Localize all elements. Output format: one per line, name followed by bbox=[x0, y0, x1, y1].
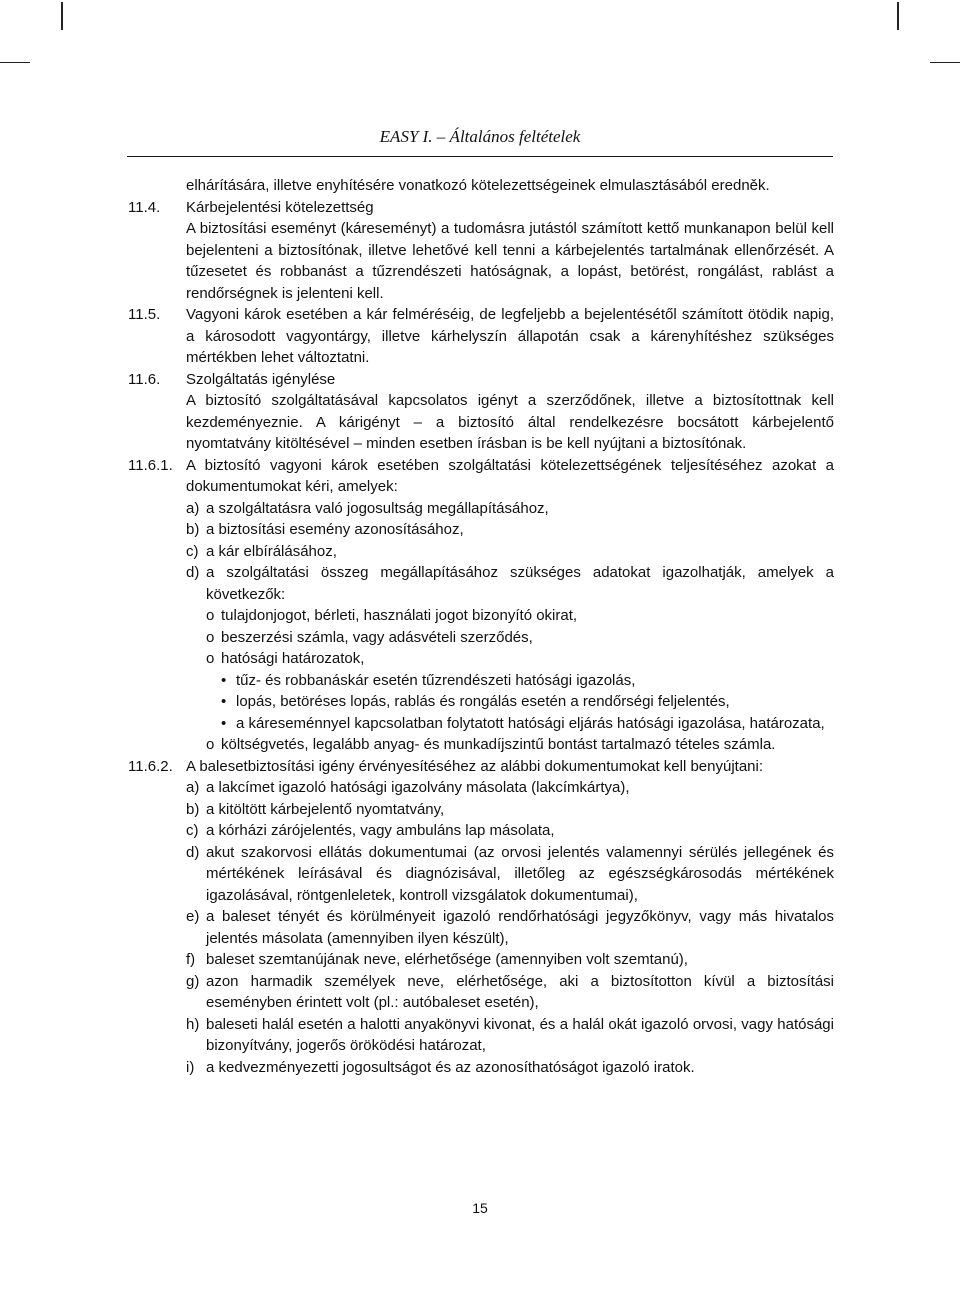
section-title: Kárbejelentési kötelezettség bbox=[186, 198, 374, 216]
list-item: b) a kitöltött kárbejelentő nyomtatvány, bbox=[186, 800, 445, 818]
section-number: 11.6. bbox=[128, 370, 161, 388]
section-intro: A balesetbiztosítási igény érvényesítéséhez az alábbi dokumentumokat kell benyújtani: bbox=[186, 757, 764, 775]
running-header: EASY I. – Általános feltételek bbox=[379, 127, 581, 146]
continuation-paragraph: elhárítására, illetve enyhítésére vonatkozó kötelezettségeinek elmulasztásából eredněk. bbox=[186, 177, 770, 194]
bullet-item: • tűz- és robbanáskár esetén tűzrendészeti hatósági igazolás, bbox=[221, 671, 636, 689]
page-number: 15 bbox=[472, 1200, 488, 1216]
section-number: 11.4. bbox=[128, 198, 161, 216]
list-item: g) azon harmadik személyek neve, elérhetősége, aki a biztosítotton kívül a biztosítási eseményben érintett volt (pl.: autóbaleset esetén), bbox=[186, 972, 834, 1011]
bullet-item: • lopás, betöréses lopás, rablás és rongálás esetén a rendőrségi feljelentés, bbox=[221, 693, 730, 710]
section-title: Szolgáltatás igénylése bbox=[186, 370, 336, 388]
sub-list-item: o költségvetés, legalább anyag- és munkadíjszintű bontást tartalmazó tételes számla. bbox=[206, 736, 776, 753]
list-item: f) baleset szemtanújának neve, elérhetősége (amennyiben volt szemtanú), bbox=[186, 951, 688, 968]
list-item: c) a kórházi zárójelentés, vagy ambuláns lap másolata, bbox=[186, 822, 555, 839]
section-number: 11.6.1. bbox=[128, 456, 173, 474]
section-11-5 bbox=[128, 304, 834, 369]
sub-list-item: o hatósági határozatok, bbox=[206, 650, 365, 667]
list-item: d) a szolgáltatási összeg megállapításához szükséges adatokat igazolhatják, amelyek a következők: bbox=[186, 564, 834, 603]
page-content bbox=[128, 175, 834, 1078]
list-item: d) akut szakorvosi ellátás dokumentumai (az orvosi jelentés valamennyi sérülés jellegének és mértékének leírásával és diagnózisával, illetőleg az egészségkárosodás mértékének igazolásával, röntgenleletek, kontroll vizsgálatok dokumentumai), bbox=[186, 843, 834, 904]
section-paragraph: Vagyoni károk esetében a kár felméréséig, de legfeljebb a bejelentésétől számított ötödik napig, a károsodott vagyontárgy, illetve kárhelyszín állapotán csak a kárenyhítéshez szükséges mértékben lehet változtatni. bbox=[186, 306, 834, 366]
list-item: c) a kár elbírálásához, bbox=[186, 542, 337, 560]
header-rule bbox=[127, 156, 833, 157]
section-11-6-1 bbox=[128, 455, 834, 756]
crop-mark bbox=[930, 62, 960, 63]
bullet-item: • a káreseménnyel kapcsolatban folytatott hatósági eljárás hatósági igazolása, határozata, bbox=[221, 714, 825, 732]
section-intro: A biztosító vagyoni károk esetében szolgáltatási kötelezettségének teljesítéséhez azokat a dokumentumokat kéri, amelyek: bbox=[186, 456, 834, 495]
list-item: e) a baleset tényét és körülményeit igazoló rendőrhatósági jegyzőkönyv, vagy más hivatalos jelentés másolata (amennyiben ilyen készült), bbox=[186, 908, 834, 947]
list-item: b) a biztosítási esemény azonosításához, bbox=[186, 521, 464, 538]
section-number: 11.5. bbox=[128, 306, 161, 323]
sub-list-item: o tulajdonjogot, bérleti, használati jogot bizonyító okirat, bbox=[206, 607, 578, 624]
crop-mark bbox=[61, 2, 63, 30]
section-11-6-2 bbox=[128, 756, 834, 1079]
sub-list-item: o beszerzési számla, vagy adásvételi szerződés, bbox=[206, 628, 533, 646]
crop-mark bbox=[0, 62, 30, 63]
section-paragraph: A biztosítási eseményt (káreseményt) a tudomásra jutástól számított kettő munkanapon belül kell bejelenteni a biztosítónak, illetve lehetővé kell tenni a kárbejelentés tartalmának ellenőrzését. A tűzesetet és robbanást a tűzrendészeti hatóságnak, a lopást, betörést, rongálást, rablást a rendőrségnek is jelenteni kell. bbox=[186, 220, 834, 302]
section-11-4 bbox=[128, 197, 834, 305]
list-item: i) a kedvezményezetti jogosultságot és az azonosíthatóságot igazoló iratok. bbox=[186, 1058, 695, 1076]
list-item: h) baleseti halál esetén a halotti anyakönyvi kivonat, és a halál okát igazoló orvosi, vagy hatósági bizonyítvány, jogerős öröködési határozat, bbox=[186, 1015, 834, 1054]
section-paragraph: A biztosító szolgáltatásával kapcsolatos igényt a szerződőnek, illetve a biztosítottnak kell kezdeményeznie. A kárigényt – a biztosító által rendelkezésre bocsátott kárbejelentő nyomtatvány kitöltésével – minden esetben írásban is be kell nyújtani a biztosítónak. bbox=[186, 392, 834, 452]
list-item: a) a lakcímet igazoló hatósági igazolvány másolata (lakcímkártya), bbox=[186, 779, 630, 796]
section-number: 11.6.2. bbox=[128, 757, 173, 775]
crop-mark bbox=[897, 2, 899, 30]
list-item: a) a szolgáltatásra való jogosultság megállapításához, bbox=[186, 499, 549, 517]
section-11-6 bbox=[128, 369, 834, 455]
